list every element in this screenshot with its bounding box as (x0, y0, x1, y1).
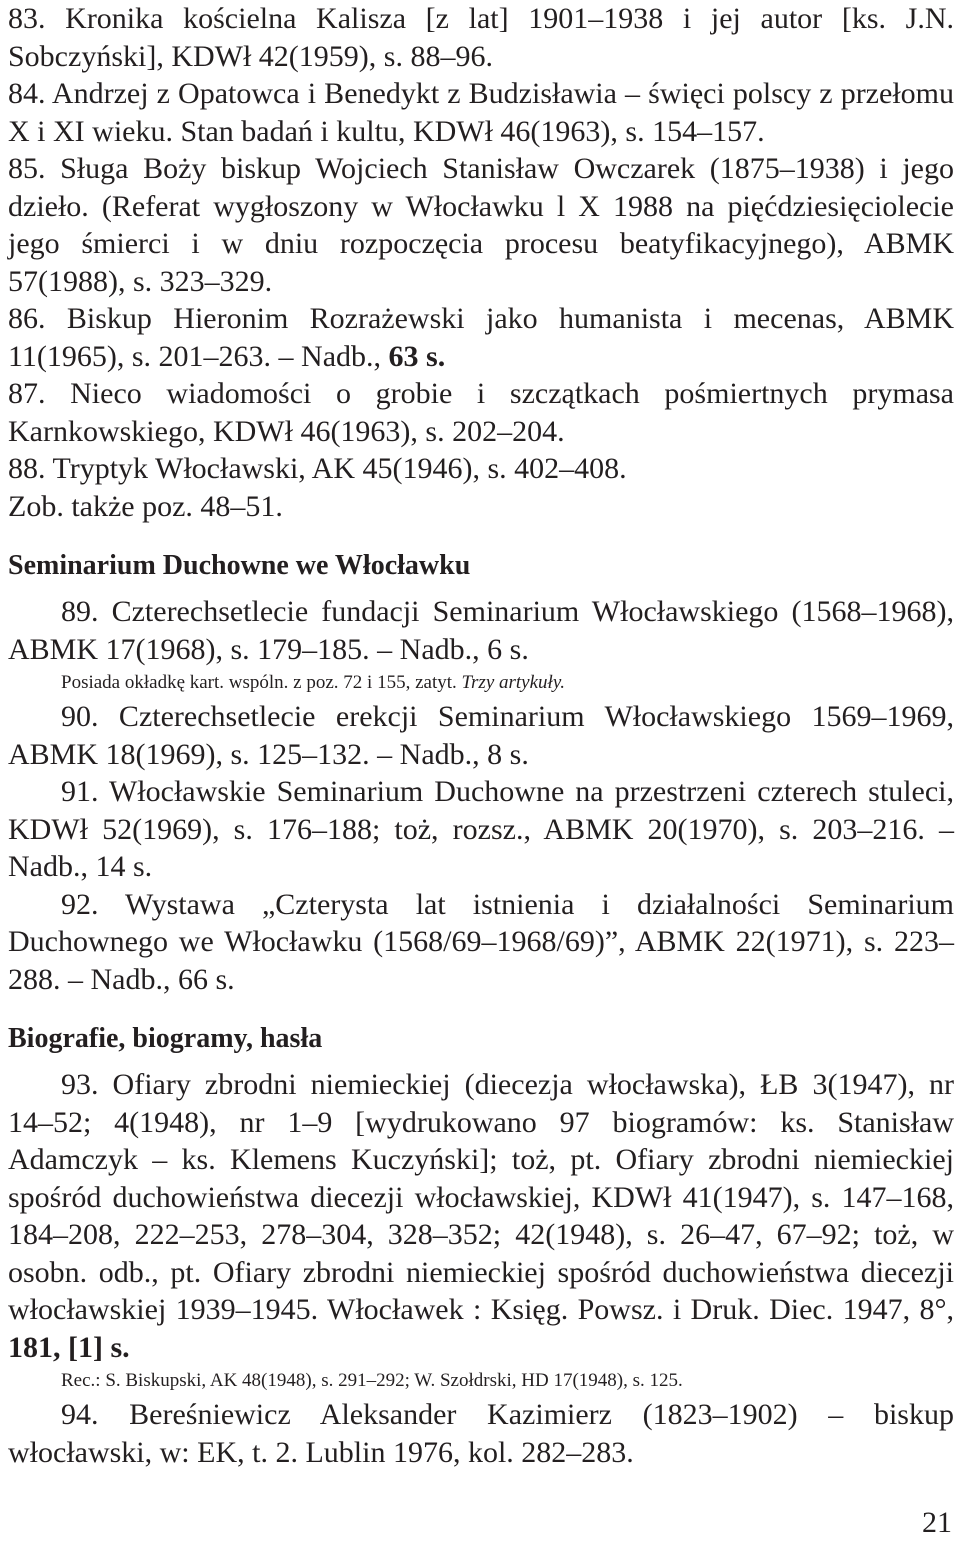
section-heading-biographies: Biografie, biogramy, hasła (8, 1023, 323, 1054)
section-heading-seminary: Seminarium Duchowne we Włocławku (8, 550, 471, 581)
entry-86-text: 86. Biskup Hieronim Rozrażewski jako humanista i mecenas, ABMK 11(1965), s. 201–263. – Nadb., (8, 302, 954, 373)
entry-89: 89. Czterechsetlecie fundacji Seminarium Włocławskiego (1568–1968), ABMK 17(1968), s. 179–185. – Nadb., 6 s. (8, 595, 954, 666)
entry-85: 85. Sługa Boży biskup Wojciech Stanisław Owczarek (1875–1938) i jego dzieło. (Referat wygłoszony w Włocławku l X 1988 na pięćdziesięciolecie jego śmierci i w dniu rozpoczęcia procesu beatyfikacyjnego), ABMK 57(1988), s. 323–329. (8, 152, 954, 298)
entry-92: 92. Wystawa „Czterysta lat istnienia i działalności Seminarium Duchownego we Włocławku (1568/69–1968/69)”, ABMK 22(1971), s. 223–288. – Nadb., 66 s. (8, 887, 954, 996)
entry-88: 88. Tryptyk Włocławski, AK 45(1946), s. 402–408. (8, 452, 627, 485)
entry-93-text: 93. Ofiary zbrodni niemieckiej (diecezja włocławska), ŁB 3(1947), nr 14–52; 4(1948), nr 1–9 [wydrukowano 97 biogramów: ks. Stanisław Adamczyk – ks. Klemens Kuczyński]; toż, pt. Ofiary zbrodni niemieckiej spośród duchowieństwa diecezji włocławskiej, KDWł 41(1947), s. 147–168, 184–208, 222–253, 278–304, 328–352; 42(1948), s. 26–47, 67–92; toż, w osobn. odb., pt. Ofiary zbrodni niemieckiej spośród duchowieństwa diecezji włocławskiej 1939–1945. Włocławek : Księg. Powsz. i Druk. Diec. 1947, 8°, (8, 1068, 954, 1326)
entry-87: 87. Nieco wiadomości o grobie i szczątkach pośmiertnych prymasa Karnkowskiego, KDWł 46(1963), s. 202–204. (8, 377, 954, 448)
bibliography-page (8, 0, 954, 1471)
entry-89-note (61, 671, 954, 695)
entry-89-note-title: Trzy artykuły. (461, 672, 565, 693)
entry-91: 91. Włocławskie Seminarium Duchowne na przestrzeni czterech stuleci, KDWł 52(1969), s. 176–188; toż, rozsz., ABMK 20(1970), s. 203–216. – Nadb., 14 s. (8, 775, 954, 883)
entry-93 (8, 1066, 954, 1366)
entry-89-note-text: Posiada okładkę kart. wspóln. z poz. 72 i 155, zatyt. (61, 672, 462, 693)
entry-84: 84. Andrzej z Opatowca i Benedykt z Budzisławia – święci polscy z przełomu X i XI wieku. Stan badań i kultu, KDWł 46(1963), s. 154–157. (8, 77, 954, 148)
see-also-note: Zob. także poz. 48–51. (8, 489, 283, 523)
entry-86 (8, 300, 954, 375)
entry-93-review-note: Rec.: S. Biskupski, AK 48(1948), s. 291–292; W. Szołdrski, HD 17(1948), s. 125. (61, 1370, 683, 1391)
entry-86-pages: 63 s. (388, 339, 446, 373)
entry-93-pages: 181, [1] s. (8, 1330, 130, 1364)
entry-83: 83. Kronika kościelna Kalisza [z lat] 1901–1938 i jej autor [ks. J.N. Sobczyński], KDWł 42(1959), s. 88–96. (8, 2, 954, 73)
entry-94: 94. Bereśniewicz Aleksander Kazimierz (1823–1902) – biskup włocławski, w: EK, t. 2. Lublin 1976, kol. 282–283. (8, 1398, 954, 1469)
page-number: 21 (922, 1506, 952, 1539)
entry-90: 90. Czterechsetlecie erekcji Seminarium Włocławskiego 1569–1969, ABMK 18(1969), s. 125–132. – Nadb., 8 s. (8, 700, 954, 771)
